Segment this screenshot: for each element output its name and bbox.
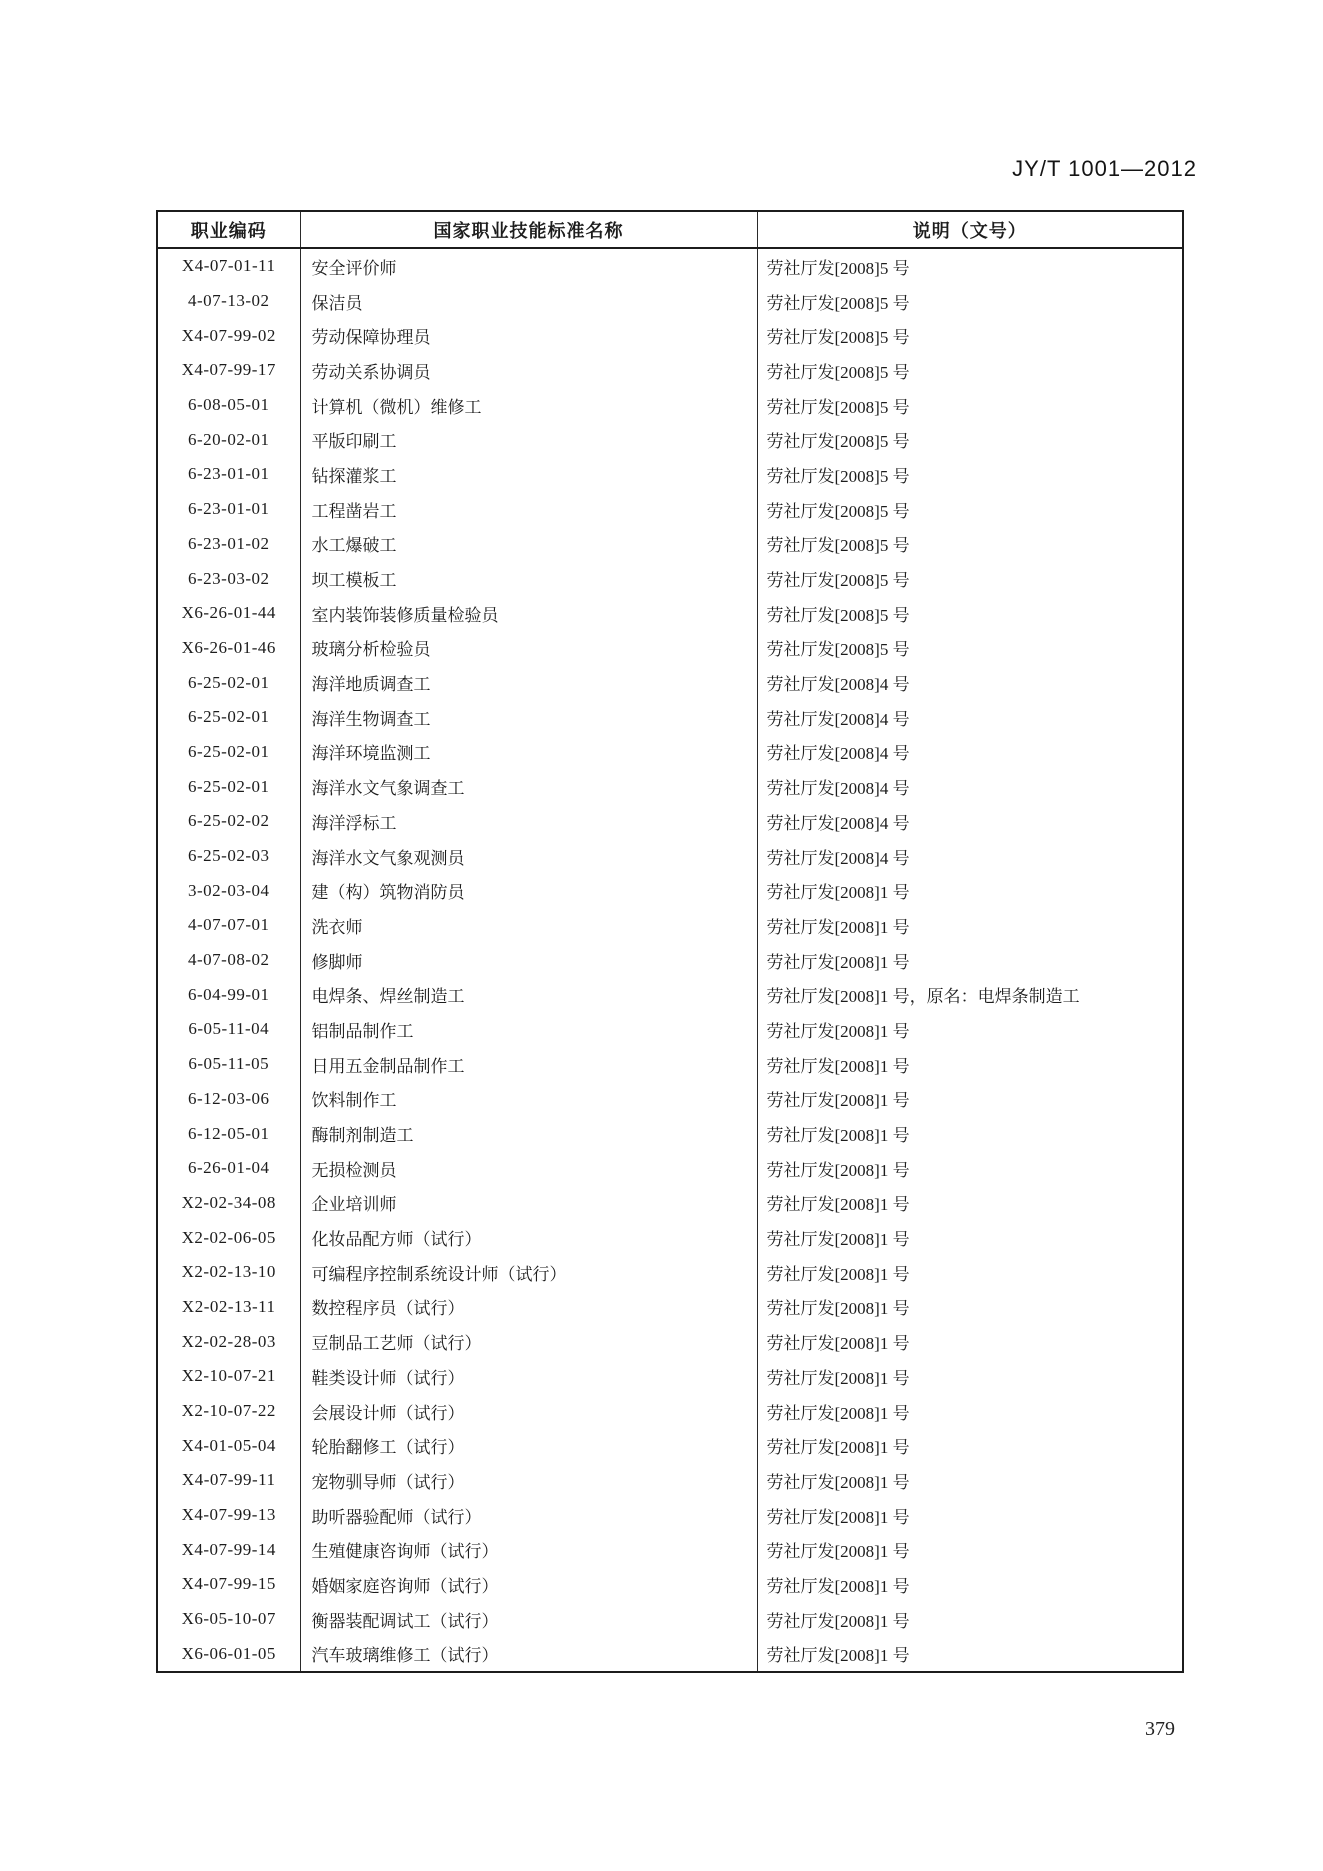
table-row	[157, 769, 1183, 804]
cell-note: 劳社厅发[2008]1 号	[757, 1602, 1183, 1637]
cell-code: 6-12-03-06	[188, 1088, 270, 1108]
cell-name: 工程凿岩工	[300, 492, 757, 527]
cell-code: X4-07-99-11	[181, 1470, 276, 1490]
cell-note: 劳社厅发[2008]5 号	[757, 353, 1183, 388]
standards-table	[156, 210, 1184, 1673]
cell-code: 6-08-05-01	[188, 395, 270, 415]
cell-name: 酶制剂制造工	[300, 1116, 757, 1151]
cell-note: 劳社厅发[2008]5 号	[757, 422, 1183, 457]
table-row	[157, 665, 1183, 700]
cell-note: 劳社厅发[2008]4 号	[757, 700, 1183, 735]
table-row	[157, 1567, 1183, 1602]
table-row	[157, 561, 1183, 596]
cell-code: 6-25-02-03	[188, 846, 270, 866]
cell-name: 宠物驯导师（试行）	[300, 1463, 757, 1498]
table-row	[157, 318, 1183, 353]
cell-name: 保洁员	[300, 284, 757, 319]
cell-note: 劳社厅发[2008]1 号	[757, 1532, 1183, 1567]
cell-code: X6-06-01-05	[181, 1643, 276, 1663]
cell-note: 劳社厅发[2008]5 号	[757, 561, 1183, 596]
cell-code: X6-26-01-46	[181, 637, 276, 657]
table-row	[157, 1637, 1183, 1673]
cell-code: 6-23-01-01	[188, 499, 270, 519]
cell-code: 4-07-07-01	[188, 915, 270, 935]
table-row	[157, 839, 1183, 874]
cell-name: 玻璃分析检验员	[300, 631, 757, 666]
table-row	[157, 700, 1183, 735]
table-row	[157, 353, 1183, 388]
cell-note: 劳社厅发[2008]1 号	[757, 1463, 1183, 1498]
cell-code: 6-12-05-01	[188, 1123, 270, 1143]
cell-code: 6-20-02-01	[188, 429, 270, 449]
cell-note: 劳社厅发[2008]4 号	[757, 769, 1183, 804]
cell-name: 会展设计师（试行）	[300, 1394, 757, 1429]
cell-note: 劳社厅发[2008]5 号	[757, 388, 1183, 423]
cell-code: 4-07-13-02	[188, 291, 270, 311]
cell-name: 平版印刷工	[300, 422, 757, 457]
table-row	[157, 908, 1183, 943]
table-body	[157, 248, 1183, 1672]
cell-name: 无损检测员	[300, 1151, 757, 1186]
cell-note: 劳社厅发[2008]5 号	[757, 284, 1183, 319]
cell-note: 劳社厅发[2008]1 号	[757, 1151, 1183, 1186]
table-row	[157, 1428, 1183, 1463]
cell-name: 日用五金制品制作工	[300, 1047, 757, 1082]
cell-code: X4-07-01-11	[181, 256, 276, 276]
table-row	[157, 388, 1183, 423]
cell-name: 衡器装配调试工（试行）	[300, 1602, 757, 1637]
cell-code: X2-10-07-21	[181, 1366, 276, 1386]
cell-code: X2-02-13-10	[181, 1262, 276, 1282]
cell-name: 室内装饰装修质量检验员	[300, 596, 757, 631]
table-row	[157, 977, 1183, 1012]
cell-note: 劳社厅发[2008]5 号	[757, 248, 1183, 284]
cell-note: 劳社厅发[2008]1 号	[757, 908, 1183, 943]
cell-note: 劳社厅发[2008]1 号	[757, 1394, 1183, 1429]
cell-code: 6-05-11-05	[188, 1054, 270, 1074]
cell-name: 电焊条、焊丝制造工	[300, 977, 757, 1012]
table-row	[157, 1151, 1183, 1186]
table-row	[157, 1186, 1183, 1221]
cell-code: X2-02-28-03	[181, 1331, 276, 1351]
cell-name: 建（构）筑物消防员	[300, 873, 757, 908]
table-row	[157, 284, 1183, 319]
cell-code: 6-25-02-01	[188, 707, 270, 727]
cell-note: 劳社厅发[2008]1 号	[757, 1220, 1183, 1255]
cell-code: 6-25-02-02	[188, 811, 270, 831]
cell-code: X2-10-07-22	[181, 1401, 276, 1421]
cell-note: 劳社厅发[2008]5 号	[757, 457, 1183, 492]
cell-name: 助听器验配师（试行）	[300, 1498, 757, 1533]
table-row	[157, 1394, 1183, 1429]
cell-note: 劳社厅发[2008]1 号	[757, 1186, 1183, 1221]
cell-name: 海洋地质调查工	[300, 665, 757, 700]
cell-code: X2-02-13-11	[181, 1296, 276, 1316]
cell-note: 劳社厅发[2008]5 号	[757, 631, 1183, 666]
cell-note: 劳社厅发[2008]1 号	[757, 1498, 1183, 1533]
table-row	[157, 1116, 1183, 1151]
cell-code: 6-23-01-02	[188, 533, 270, 553]
col-header-note: 说明（文号）	[757, 211, 1183, 248]
table-row	[157, 248, 1183, 284]
cell-note: 劳社厅发[2008]1 号	[757, 1082, 1183, 1117]
table-row	[157, 1290, 1183, 1325]
table-row	[157, 1498, 1183, 1533]
cell-name: 海洋水文气象观测员	[300, 839, 757, 874]
doc-code: JY/T 1001—2012	[1012, 156, 1197, 181]
table-row	[157, 1255, 1183, 1290]
page-number: 379	[1145, 1718, 1175, 1740]
table-row	[157, 1324, 1183, 1359]
cell-name: 铝制品制作工	[300, 1012, 757, 1047]
cell-code: 4-07-08-02	[188, 950, 270, 970]
cell-name: 企业培训师	[300, 1186, 757, 1221]
cell-name: 安全评价师	[300, 248, 757, 284]
table-row	[157, 1012, 1183, 1047]
cell-code: 3-02-03-04	[188, 880, 270, 900]
table-row	[157, 1463, 1183, 1498]
table-row	[157, 1047, 1183, 1082]
col-header-code: 职业编码	[157, 211, 300, 248]
cell-note: 劳社厅发[2008]1 号，原名：电焊条制造工	[757, 977, 1183, 1012]
cell-name: 劳动关系协调员	[300, 353, 757, 388]
table-row	[157, 735, 1183, 770]
cell-name: 钻探灌浆工	[300, 457, 757, 492]
cell-code: 6-25-02-01	[188, 741, 270, 761]
cell-code: 6-23-01-01	[188, 464, 270, 484]
table-row	[157, 457, 1183, 492]
cell-name: 婚姻家庭咨询师（试行）	[300, 1567, 757, 1602]
table-row	[157, 1359, 1183, 1394]
cell-note: 劳社厅发[2008]1 号	[757, 1290, 1183, 1325]
cell-note: 劳社厅发[2008]1 号	[757, 1359, 1183, 1394]
cell-name: 汽车玻璃维修工（试行）	[300, 1637, 757, 1673]
cell-code: 6-05-11-04	[188, 1019, 270, 1039]
cell-note: 劳社厅发[2008]1 号	[757, 1255, 1183, 1290]
cell-name: 豆制品工艺师（试行）	[300, 1324, 757, 1359]
cell-code: X4-07-99-02	[181, 325, 276, 345]
cell-code: X2-02-06-05	[181, 1227, 276, 1247]
cell-note: 劳社厅发[2008]5 号	[757, 596, 1183, 631]
table-header-row	[157, 211, 1183, 248]
cell-code: 6-26-01-04	[188, 1158, 270, 1178]
table-row	[157, 1220, 1183, 1255]
cell-code: X2-02-34-08	[181, 1192, 276, 1212]
cell-note: 劳社厅发[2008]1 号	[757, 1637, 1183, 1673]
table-row	[157, 596, 1183, 631]
cell-name: 洗衣师	[300, 908, 757, 943]
cell-name: 生殖健康咨询师（试行）	[300, 1532, 757, 1567]
cell-name: 坝工模板工	[300, 561, 757, 596]
table-row	[157, 873, 1183, 908]
cell-code: X4-07-99-17	[181, 360, 276, 380]
cell-code: X4-01-05-04	[181, 1435, 276, 1455]
cell-note: 劳社厅发[2008]1 号	[757, 873, 1183, 908]
cell-note: 劳社厅发[2008]5 号	[757, 527, 1183, 562]
cell-name: 海洋水文气象调查工	[300, 769, 757, 804]
cell-note: 劳社厅发[2008]1 号	[757, 1116, 1183, 1151]
cell-note: 劳社厅发[2008]1 号	[757, 1428, 1183, 1463]
cell-note: 劳社厅发[2008]4 号	[757, 665, 1183, 700]
cell-code: X4-07-99-13	[181, 1505, 276, 1525]
cell-name: 水工爆破工	[300, 527, 757, 562]
cell-code: 6-23-03-02	[188, 568, 270, 588]
cell-code: X6-26-01-44	[181, 603, 276, 623]
cell-code: X4-07-99-15	[181, 1574, 276, 1594]
cell-name: 计算机（微机）维修工	[300, 388, 757, 423]
cell-note: 劳社厅发[2008]1 号	[757, 1567, 1183, 1602]
cell-name: 可编程序控制系统设计师（试行）	[300, 1255, 757, 1290]
table-row	[157, 492, 1183, 527]
cell-code: 6-25-02-01	[188, 672, 270, 692]
table-row	[157, 943, 1183, 978]
cell-name: 海洋浮标工	[300, 804, 757, 839]
cell-name: 轮胎翻修工（试行）	[300, 1428, 757, 1463]
cell-code: X4-07-99-14	[181, 1539, 276, 1559]
table-row	[157, 1082, 1183, 1117]
cell-note: 劳社厅发[2008]5 号	[757, 492, 1183, 527]
col-header-name: 国家职业技能标准名称	[300, 211, 757, 248]
table-row	[157, 1602, 1183, 1637]
cell-note: 劳社厅发[2008]4 号	[757, 839, 1183, 874]
cell-code: X6-05-10-07	[181, 1609, 276, 1629]
cell-name: 劳动保障协理员	[300, 318, 757, 353]
cell-name: 数控程序员（试行）	[300, 1290, 757, 1325]
table-row	[157, 527, 1183, 562]
cell-note: 劳社厅发[2008]1 号	[757, 1324, 1183, 1359]
cell-note: 劳社厅发[2008]4 号	[757, 735, 1183, 770]
cell-note: 劳社厅发[2008]5 号	[757, 318, 1183, 353]
table-row	[157, 631, 1183, 666]
cell-note: 劳社厅发[2008]1 号	[757, 1047, 1183, 1082]
cell-code: 6-25-02-01	[188, 776, 270, 796]
cell-note: 劳社厅发[2008]4 号	[757, 804, 1183, 839]
cell-note: 劳社厅发[2008]1 号	[757, 943, 1183, 978]
cell-code: 6-04-99-01	[188, 984, 270, 1004]
cell-name: 海洋环境监测工	[300, 735, 757, 770]
cell-name: 海洋生物调查工	[300, 700, 757, 735]
cell-name: 修脚师	[300, 943, 757, 978]
cell-name: 化妆品配方师（试行）	[300, 1220, 757, 1255]
cell-note: 劳社厅发[2008]1 号	[757, 1012, 1183, 1047]
table-row	[157, 422, 1183, 457]
cell-name: 饮料制作工	[300, 1082, 757, 1117]
table-row	[157, 1532, 1183, 1567]
cell-name: 鞋类设计师（试行）	[300, 1359, 757, 1394]
table-row	[157, 804, 1183, 839]
